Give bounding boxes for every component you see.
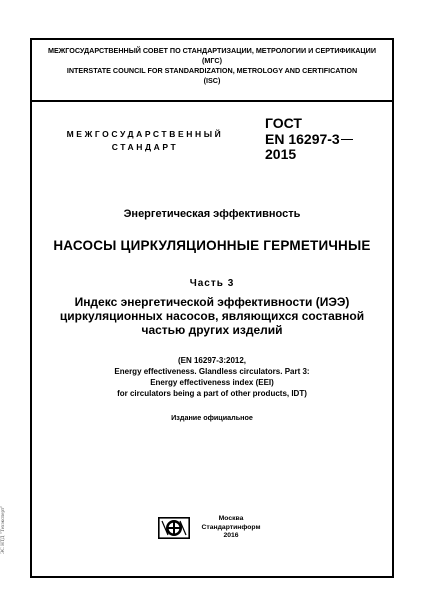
designation-number-row <box>265 132 353 148</box>
en-reference-line3: Energy effectiveness index (EEI) <box>150 378 274 387</box>
council-name-ru: МЕЖГОСУДАРСТВЕННЫЙ СОВЕТ ПО СТАНДАРТИЗАЦИИ, МЕТРОЛОГИИ И СЕРТИФИКАЦИИ <box>47 46 377 55</box>
header-separator <box>30 100 394 102</box>
document-subtitle <box>30 295 394 337</box>
standartinform-logo-icon <box>158 517 190 539</box>
standard-type-label <box>55 128 235 154</box>
publisher-city: Москва <box>218 515 244 522</box>
official-edition: Издание официальное <box>171 413 253 422</box>
document-title: НАСОСЫ ЦИРКУЛЯЦИОННЫЕ ГЕРМЕТИЧНЫЕ <box>53 238 371 253</box>
standard-type-line2: СТАНДАРТ <box>111 142 179 152</box>
en-reference-line2: Energy effectiveness. Glandless circulators. Part 3: <box>114 367 310 376</box>
designation-gost: ГОСТ <box>265 115 302 131</box>
en-reference <box>30 355 394 399</box>
subtitle-line3: частью других изделий <box>141 323 283 337</box>
designation-dash <box>341 139 353 140</box>
standard-designation <box>265 116 353 163</box>
council-header <box>30 46 394 86</box>
publisher-info <box>196 515 266 541</box>
standard-type-line1: МЕЖГОСУДАРСТВЕННЫЙ <box>66 129 224 139</box>
subtitle-line2: циркуляционных насосов, являющихся составной <box>59 309 365 323</box>
side-watermark: ЭС НТД "Техэксперт" <box>0 505 6 554</box>
subtitle-line1: Индекс энергетической эффективности (ИЭЭ) <box>74 295 350 309</box>
publisher-name: Стандартинформ <box>201 523 261 531</box>
council-name-en: INTERSTATE COUNCIL FOR STANDARDIZATION, METROLOGY AND CERTIFICATION <box>66 66 358 75</box>
designation-number: EN 16297-3 <box>265 130 340 147</box>
en-reference-line1: (EN 16297-3:2012, <box>177 356 247 365</box>
designation-year: 2015 <box>265 146 297 162</box>
council-abbr-en: (ISC) <box>203 76 221 85</box>
council-abbr-ru: (МГС) <box>202 56 222 65</box>
part-number: Часть 3 <box>189 278 235 289</box>
en-reference-line4: for circulators being a part of other products, IDT) <box>117 389 307 398</box>
publisher-year: 2016 <box>223 532 239 539</box>
energy-efficiency-heading: Энергетическая эффективность <box>123 208 301 220</box>
